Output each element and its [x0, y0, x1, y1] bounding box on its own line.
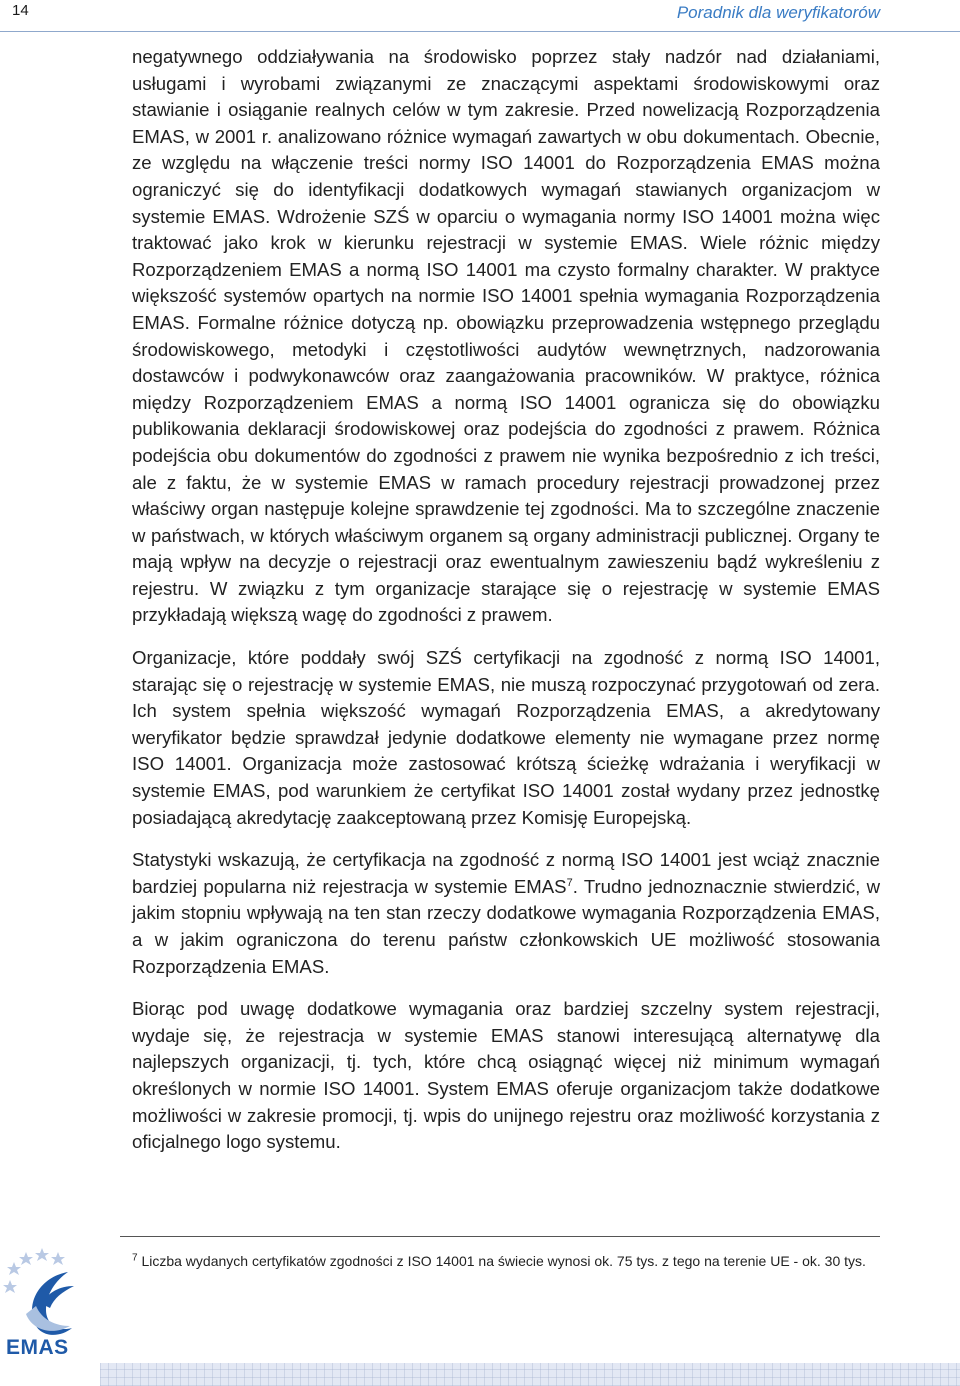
header-rule: [0, 31, 960, 32]
paragraph-3-text-b: . Trudno jednoznacznie stwierdzić, w jakim stopniu wpływają na ten stan rzeczy dodatkowe wymagania Rozporządzenia EMAS, a w jakim ograniczona do terenu państw członkowskich UE możliwość stosowania Rozporządzenia EMAS.: [132, 875, 881, 977]
footnote-number: 7: [132, 1252, 138, 1264]
paragraph-1: negatywnego oddziaływania na środowisko poprzez stały nadzór nad działaniami, usługami i wyrobami związanymi ze znaczącymi aspektami środowiskowymi oraz stawianie i osiąganie realnych celów w tym zakresie. Przed nowelizacją Rozporządzenia EMAS, w 2001 r. analizowano różnice wymagań zawartych w obu dokumentach. Obecnie, ze względu na włączenie treści normy ISO 14001 do Rozporządzenia EMAS można ograniczyć się do identyfikacji dodatkowych wymagań stawianych organizacjom w systemie EMAS. Wdrożenie SZŚ w oparciu o wymagania normy ISO 14001 można więc traktować jako krok w kierunku rejestracji w systemie EMAS. Wiele różnic między Rozporządzeniem EMAS a normą ISO 14001 ma czysto formalny charakter. W praktyce większość systemów opartych na normie ISO 14001 spełnia wymagania Rozporządzenia EMAS. Formalne różnice dotyczą np. obowiązku przeprowadzenia wstępnego przeglądu środowiskowego, metodyki i częstotliwości audytów wewnętrznych, nadzorowania dostawców i podwykonawców oraz zaangażowania pracowników. W praktyce, różnica między Rozporządzeniem EMAS a normą ISO 14001 ogranicza się do obowiązku publikowania deklaracji środowiskowej oraz podejścia do zgodności z prawem. Różnica podejścia obu dokumentów do zgodności z prawem nie wynika bezpośrednio z ich treści, ale z faktu, że w systemie EMAS w ramach procedury rejestracji prowadzonej przez właściwy organ następuje kolejne sprawdzenie tej zgodności. Ma to szczególne znaczenie w państwach, w których właściwym organem są organy administracji publicznej. Organy te mają wpływ na decyzje o rejestracji oraz ewentualnym zawieszeniu bądź wykreśleniu z rejestru. W związku z tym organizacje starające się o rejestrację w systemie EMAS przykładają większą wagę do zgodności z prawem.: [132, 46, 880, 626]
page-number: 14: [12, 2, 29, 19]
paragraph-4: Biorąc pod uwagę dodatkowe wymagania oraz bardziej szczelny system rejestracji, wydaje się, że rejestracja w systemie EMAS stanowi interesującą alternatywę dla najlepszych organizacji, tj. tych, które chcą osiągnąć więcej niż minimum wymagań określonych w normie ISO 14001. System EMAS oferuje organizacjom także dodatkowe możliwości w zakresie promocji, tj. wpis do unijnego rejestru oraz możliwość korzystania z oficjalnego logo systemu.: [132, 998, 880, 1153]
paragraph-3-text-a: Statystyki wskazują, że certyfikacja na zgodność z normą ISO 14001 jest wciąż znacznie bardziej popularna niż rejestracja w systemie EMAS: [132, 849, 880, 897]
footnote-text: Liczba wydanych certyfikatów zgodności z ISO 14001 na świecie wynosi ok. 75 tys. z tego na terenie UE - ok. 30 tys.: [137, 1253, 866, 1269]
header-title: Poradnik dla weryfikatorów: [676, 3, 880, 22]
paragraph-3: [132, 847, 880, 980]
body-text: [132, 44, 880, 1172]
bottom-pattern-strip: [100, 1363, 960, 1386]
footnote-rule: [120, 1236, 880, 1237]
emas-logo-text: EMAS: [6, 1336, 69, 1359]
paragraph-2: Organizacje, które poddały swój SZŚ certyfikacji na zgodność z normą ISO 14001, starając się o rejestrację w systemie EMAS, nie muszą rozpoczynać przygotowań od zera. Ich system spełnia większość wymagań Rozporządzenia EMAS, a akredytowany weryfikator będzie sprawdzał jedynie dodatkowe elementy nie wymagane przez normę ISO 14001. Organizacja może zastosować krótszą ścieżkę wdrażania i weryfikacji w systemie EMAS, pod warunkiem że certyfikat ISO 14001 został wydany przez jednostkę posiadającą akredytację zaakceptowaną przez Komisję Europejską.: [132, 647, 880, 828]
footnote: [132, 1250, 882, 1272]
footnote-reference: 7: [566, 876, 573, 889]
